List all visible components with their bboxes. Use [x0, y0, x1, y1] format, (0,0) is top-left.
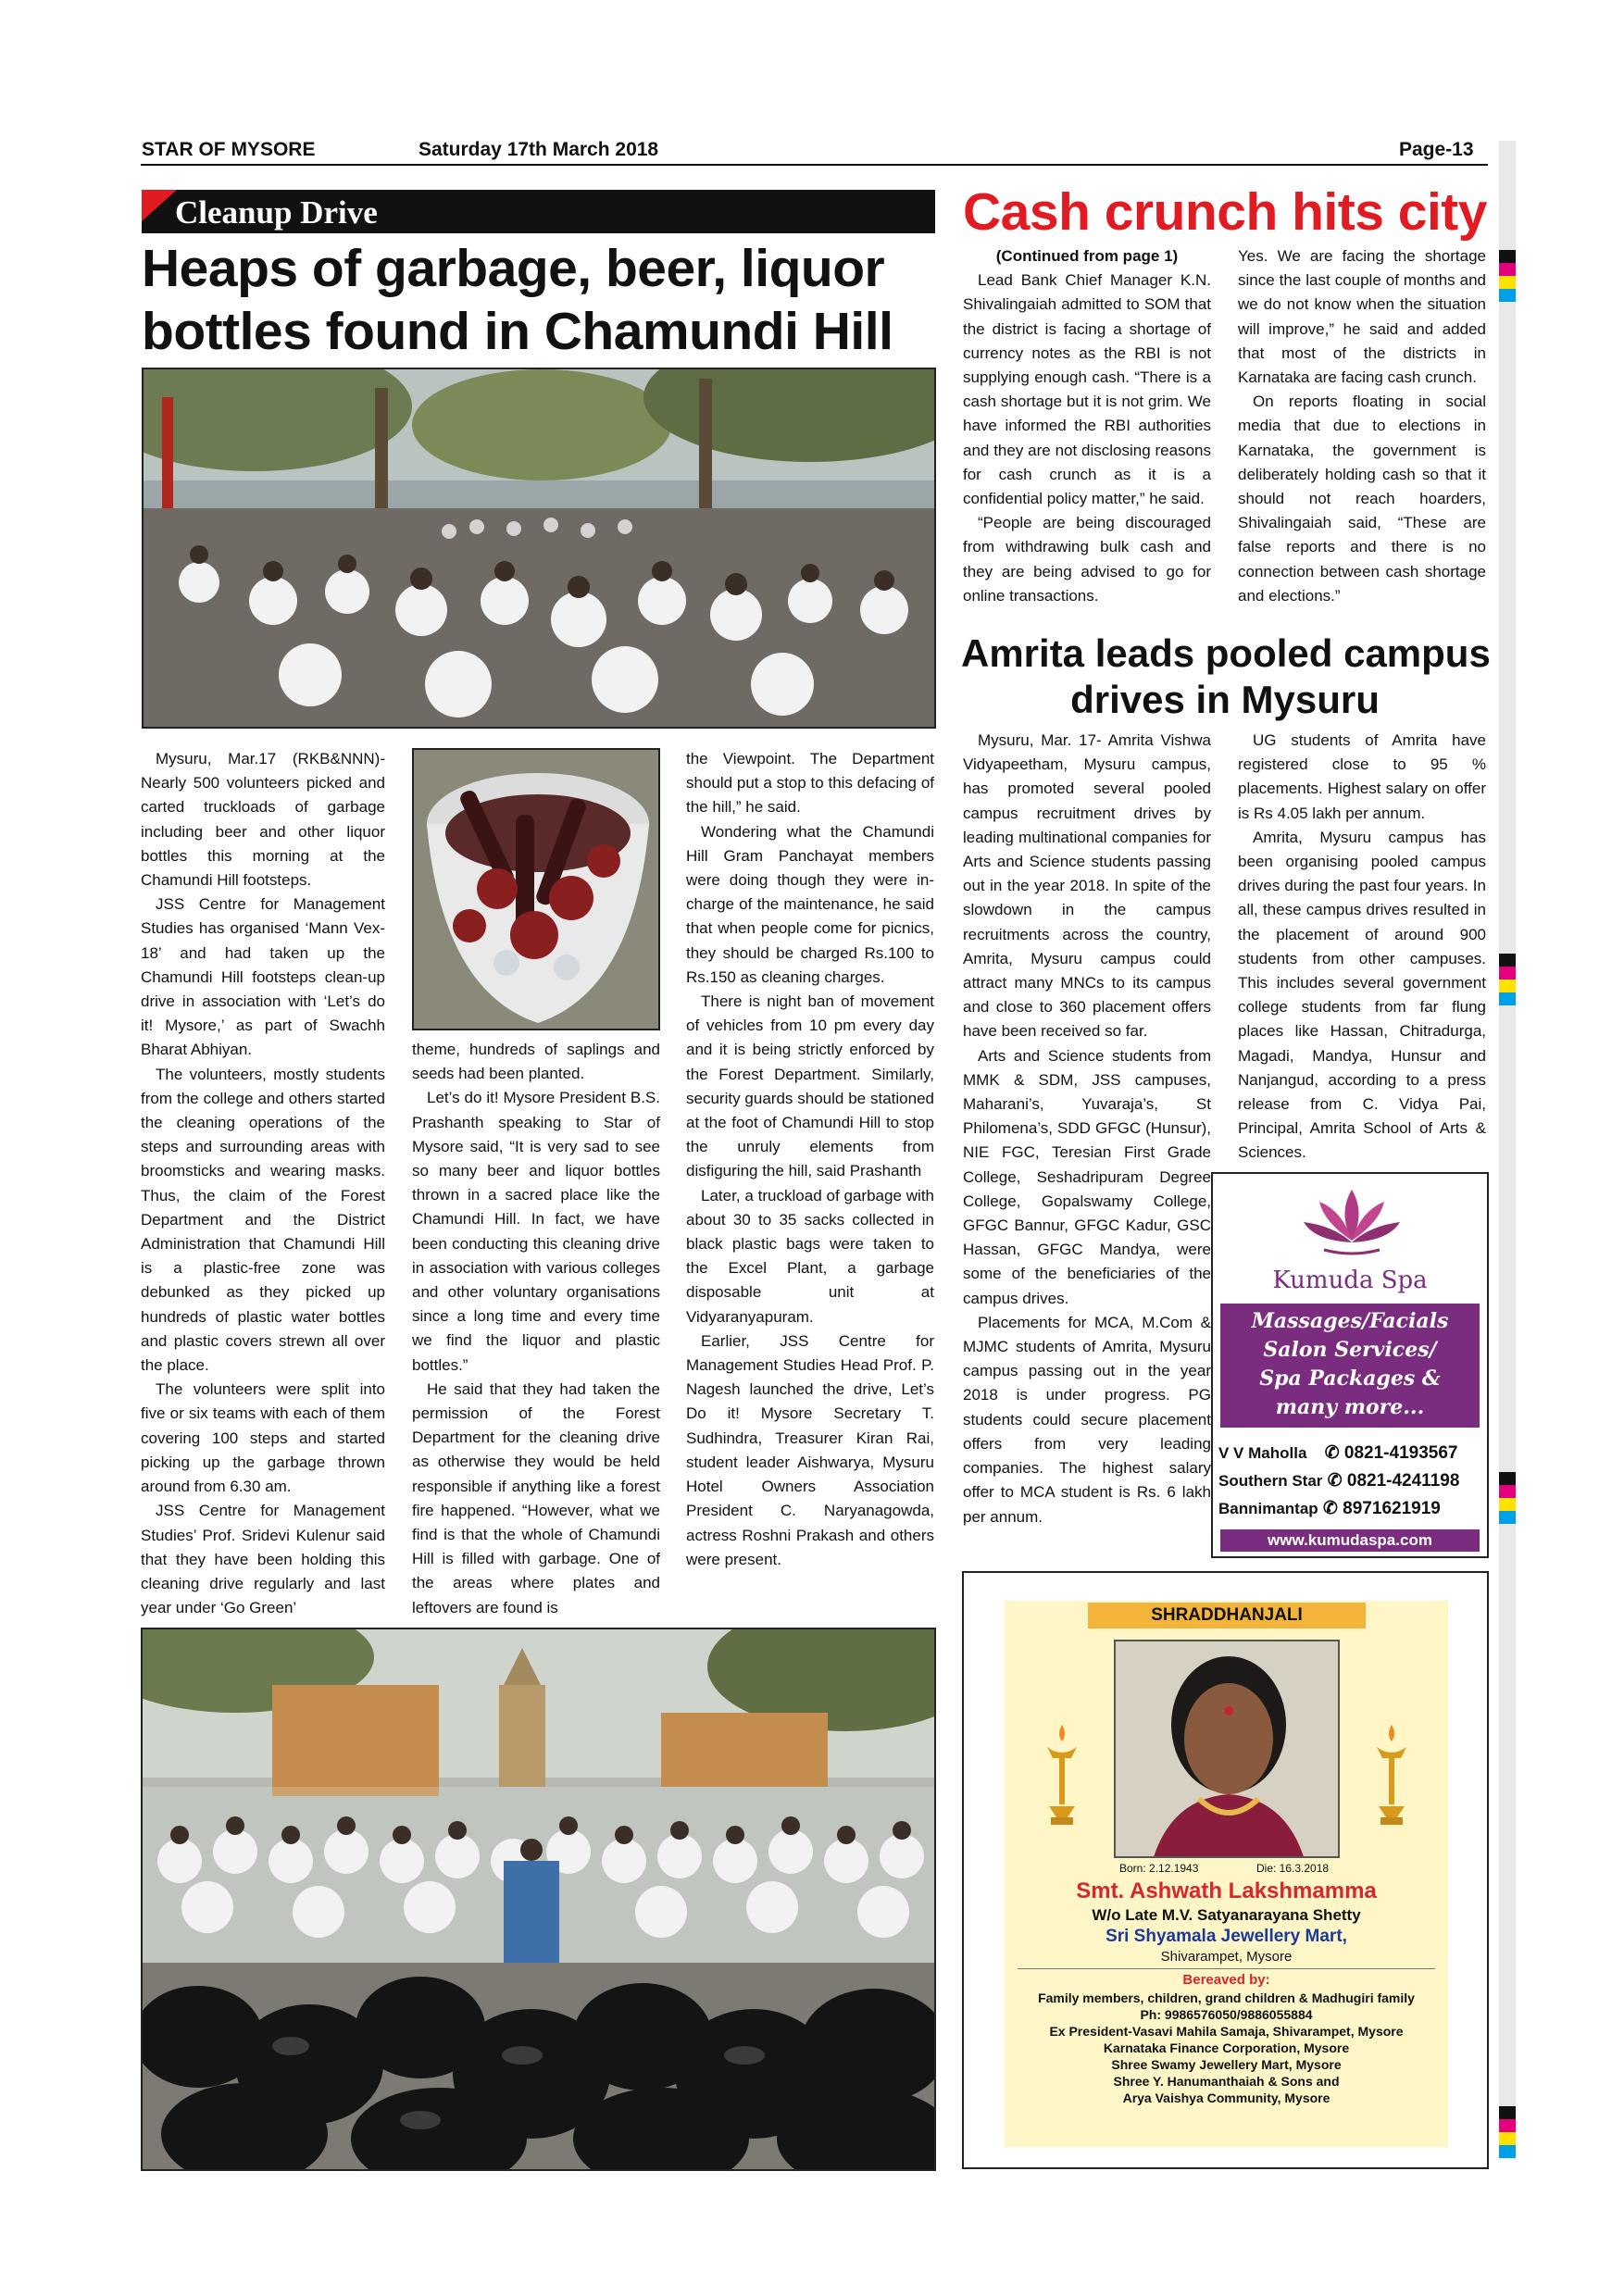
paragraph: The volunteers were split into five or six teams with each of them covering 100 steps and started picking up the garbage thrown around from 6.30 am. — [141, 1380, 385, 1496]
died-date: Die: 16.3.2018 — [1256, 1862, 1330, 1875]
paragraph: He said that they had taken the permission of the Forest Department for the cleaning drive as otherwise they would be held responsible if anything like a forest fire happened. “However, what we find is that the whole of Chamundi Hill is filled with garbage. One of the areas where plates and leftovers are found is — [412, 1379, 660, 1616]
bereaved-line: Shree Y. Hanumanthaiah & Sons and — [1113, 2074, 1340, 2089]
spa-branch-phone: 0821-4193567 — [1343, 1443, 1458, 1463]
group-photo-art — [143, 1629, 936, 2171]
spa-advert — [1211, 1172, 1489, 1558]
phone-icon: ✆ — [1327, 1471, 1343, 1491]
cleanup-column-3 — [686, 747, 934, 1572]
spa-services-box — [1220, 1304, 1480, 1428]
amrita-column-1 — [963, 729, 1211, 1529]
obituary-frame — [962, 1571, 1489, 2169]
spa-service-line: Salon Services/ — [1263, 1338, 1437, 1362]
oil-lamp-icon — [1369, 1721, 1414, 1832]
wife-of: W/o Late M.V. Satyanarayana Shetty — [1092, 1906, 1361, 1924]
paragraph: Later, a truckload of garbage with about 30 to 35 sacks collected in black plastic bags were taken to the Excel Plant, a garbage disposable unit at Vidyaranyapuram. — [686, 1186, 934, 1326]
business-name: Sri Shyamala Jewellery Mart, — [1106, 1927, 1347, 1946]
color-bar — [1499, 954, 1516, 1005]
issue-date: Saturday 17th March 2018 — [418, 139, 659, 160]
paragraph: the Viewpoint. The Department should put a stop to this defacing of the hill,” he said. — [686, 750, 934, 817]
paragraph: theme, hundreds of saplings and seeds had been planted. — [412, 1041, 660, 1083]
business-place: Shivarampet, Mysore — [1160, 1949, 1293, 1965]
paragraph: On reports floating in social media that due to elections in Karnataka, the government is deliberately holding cash so that it should not reach hoarders, Shivalingaiah said, “These are false reports and there is no connection between cash shortage and elections.” — [1238, 393, 1486, 605]
bereaved-label: Bereaved by: — [1182, 1972, 1270, 1988]
paragraph: Mysuru, Mar. 17- Amrita Vishwa Vidyapeetham, Mysuru campus, has promoted several pooled campus recruitment drives by leading multinational companies for Arts and Science students passing out in the year 2018. In spite of the slowdown in the campus recruitments across the country, Amrita, Mysuru campus could attract many MNCs to its campus and close to 360 placement offers have been received so far. — [963, 731, 1211, 1041]
bottles-bucket-photo — [412, 748, 660, 1030]
group-garbage-bags-photo — [141, 1628, 936, 2171]
oil-lamp-icon — [1040, 1721, 1084, 1832]
paragraph: Amrita, Mysuru campus has been organising pooled campus drives during the past four years. In all, these campus drives resulted in the placement of around 900 students from other campuses. This includes several government college students from far flung places like Hassan, Chitradurga, Magadi, Mandya, Hunsur and Nanjangud, according to a press release from C. Vidya Pai, Principal, Amrita School of Arts & Sciences. — [1238, 828, 1486, 1162]
color-bar — [1499, 250, 1516, 302]
paragraph: There is night ban of movement of vehicles from 10 pm every day and it is being strictly enforced by the Forest Department. Similarly, security guards should be stationed at the foot of Chamundi Hill to stop the unruly elements from disfiguring the hill, said Prashanth — [686, 992, 934, 1180]
amrita-column-2 — [1238, 729, 1486, 1166]
obituary-portrait — [1114, 1640, 1340, 1858]
cash-column-2 — [1238, 244, 1486, 608]
paragraph: Let’s do it! Mysore President B.S. Prashanth speaking to Star of Mysore said, “It is very sad to see so many beer and liquor bottles thrown in a sacred place like the Chamundi Hill. In fact, we have been conducting this cleaning drive in association with various colleges and other voluntary organisations since a long time and every time we find the liquor and plastic bottles.” — [412, 1089, 660, 1374]
volunteers-photo-art — [144, 369, 936, 729]
paragraph: Placements for MCA, M.Com & MJMC students of Amrita, Mysuru campus passing out in the year 2018 is under progress. PG students could secure placement offers from very leading companies. The highest salary offer to MCA student is Rs. 6 lakh per annum. — [963, 1313, 1211, 1526]
color-bar — [1499, 2106, 1516, 2158]
divider — [1018, 1968, 1435, 1969]
continued-note: (Continued from page 1) — [995, 247, 1179, 265]
paragraph: JSS Centre for Management Studies’ Prof. Sridevi Kulenur said that they have been holding this cleaning drive regularly and last year under ‘Go Green’ — [141, 1502, 385, 1617]
paragraph: Yes. We are facing the shortage since the last couple of months and we do not know when the situation will improve,” he said and added that most of the districts in Karnataka are facing cash crunch. — [1238, 247, 1486, 387]
cleanup-headline-line1: Heaps of garbage, beer, liquor — [142, 239, 885, 298]
amrita-headline-line2: drives in Mysuru — [1070, 678, 1380, 721]
bottles-bucket-art — [414, 750, 660, 1030]
paragraph: Wondering what the Chamundi Hill Gram Panchayat members were doing though they were in-charge of the maintenance, he said that when people come for picnics, they should be charged Rs.100 to Rs.150 as cleaning charges. — [686, 822, 934, 986]
obituary-title: SHRADDHANJALI — [1088, 1603, 1366, 1628]
header-rule — [141, 164, 1488, 166]
lotus-logo-icon — [1296, 1185, 1407, 1259]
paragraph: Lead Bank Chief Manager K.N. Shivalingaiah admitted to SOM that the district is facing a shortage of currency notes as the RBI is not supplying enough cash. “There is a cash shortage but it is not grim. We have informed the RBI authorities and they are not disclosing reasons for cash crunch as it is a confidential policy matter,” he said. — [963, 271, 1211, 508]
paragraph: JSS Centre for Management Studies has organised ‘Mann Vex-18’ and had taken up the Chamundi Hill footsteps clean-up drive in association with ‘Let’s do it! Mysore,’ as part of Swachh Bharat Abhiyan. — [141, 895, 385, 1059]
cleanup-column-2 — [412, 1038, 660, 1620]
spa-website: www.kumudaspa.com — [1220, 1529, 1480, 1552]
cleanup-column-1 — [141, 747, 385, 1620]
spa-service-line: Massages/Facials — [1251, 1309, 1449, 1333]
spa-branch-name: Bannimantap — [1218, 1500, 1318, 1517]
spa-contact-row — [1218, 1470, 1483, 1491]
spa-service-line: Spa Packages & — [1259, 1366, 1441, 1391]
bereaved-line: Arya Vaishya Community, Mysore — [1122, 2090, 1330, 2105]
paragraph: The volunteers, mostly students from the college and others started the cleaning operations of the steps and surrounding areas with broomsticks and wearing masks. Thus, the claim of the Forest Department and the District Administration that Chamundi Hill is a plastic-free zone was debunked as they picked up hundreds of plastic water bottles and plastic covers strewn all over the place. — [141, 1065, 385, 1375]
kicker-corner — [142, 190, 179, 233]
paragraph: Arts and Science students from MMK & SDM, JSS campuses, Maharani’s, Yuvaraja’s, St Philomena’s, SDD GFGC (Hunsur), NIE FGC, Teresian First Grade College, Seshadripuram Degree College, Gopalswamy College, GFGC Bannur, GFGC Kadur, GSC Hassan, GFGC Mandya, were some of the beneficiaries of the campus drives. — [963, 1046, 1211, 1307]
amrita-headline-line1: Amrita leads pooled campus — [961, 631, 1491, 675]
cleanup-headline-line2: bottles found in Chamundi Hill — [142, 302, 893, 361]
bereaved-line: Ex President-Vasavi Mahila Samaja, Shivarampet, Mysore — [1049, 2024, 1404, 2039]
paragraph: Mysuru, Mar.17 (RKB&NNN)- Nearly 500 volunteers picked and carted truckloads of garbage including beer and other liquor bottles this morning at the Chamundi Hill footsteps. — [141, 750, 385, 890]
paper-name: STAR OF MYSORE — [142, 139, 316, 160]
bereaved-line: Ph: 9986576050/9886055884 — [1140, 2007, 1313, 2022]
cash-headline: Cash crunch hits city — [963, 182, 1487, 242]
color-bar — [1499, 1472, 1516, 1524]
spa-contact-row — [1218, 1498, 1483, 1519]
bereaved-line: Karnataka Finance Corporation, Mysore — [1103, 2040, 1350, 2055]
kicker-bar — [142, 190, 935, 233]
bereaved-list — [1005, 1990, 1448, 2106]
portrait-art — [1116, 1641, 1340, 1858]
phone-icon: ✆ — [1324, 1443, 1340, 1463]
bereaved-line: Family members, children, grand children & Madhugiri family — [1038, 1990, 1415, 2005]
spa-branch-phone: 8971621919 — [1343, 1499, 1441, 1518]
spa-branch-name: V V Maholla — [1218, 1444, 1307, 1462]
kicker-label: Cleanup Drive — [175, 194, 378, 231]
spa-contact-row — [1218, 1442, 1483, 1464]
cash-column-1 — [963, 244, 1211, 608]
spa-service-line: many more... — [1275, 1395, 1425, 1419]
paragraph: “People are being discouraged from withdrawing bulk cash and they are being advised to go for online transactions. — [963, 514, 1211, 605]
paragraph: UG students of Amrita have registered close to 95 % placements. Highest salary on offer is Rs 4.05 lakh per annum. — [1238, 731, 1486, 822]
spa-brand: Kumuda Spa — [1272, 1267, 1428, 1294]
registration-strip — [1499, 141, 1516, 2159]
paragraph: Earlier, JSS Centre for Management Studies Head Prof. P. Nagesh launched the drive, Let’s Do it! Mysore Secretary T. Sudhindra, Treasurer Kiran Rai, student leader Aishwarya, Mysuru Hotel Owners Association President C. Naryanagowda, actress Roshni Prakash and others were present. — [686, 1331, 934, 1568]
phone-icon: ✆ — [1322, 1499, 1338, 1518]
bereaved-line: Shree Swamy Jewellery Mart, Mysore — [1111, 2057, 1342, 2072]
born-date: Born: 2.12.1943 — [1119, 1862, 1199, 1875]
spa-branch-phone: 0821-4241198 — [1346, 1471, 1460, 1491]
page-number: Page-13 — [1399, 139, 1474, 160]
volunteers-photo — [142, 368, 936, 729]
spa-branch-name: Southern Star — [1218, 1472, 1323, 1490]
deceased-name: Smt. Ashwath Lakshmamma — [1076, 1878, 1377, 1903]
obituary-panel — [1005, 1601, 1448, 2147]
